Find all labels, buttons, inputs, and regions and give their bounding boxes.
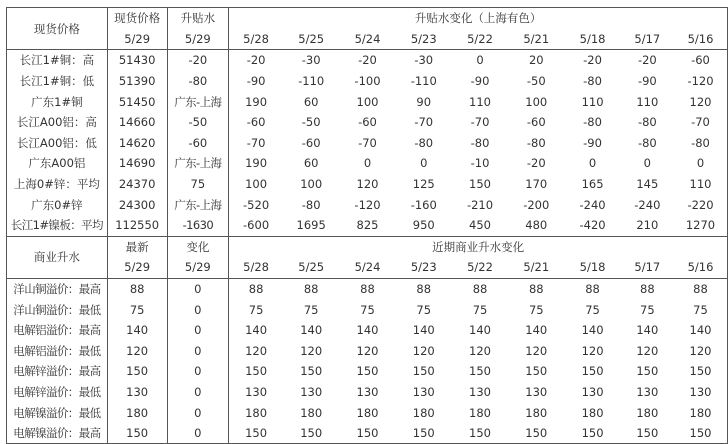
history-cell: 180	[525, 405, 548, 420]
premium-change-cell: 0	[643, 156, 651, 171]
premium-change-cell: 190	[245, 94, 268, 109]
latest-cell: 88	[107, 278, 167, 299]
row-label: 电解铝溢价：最低	[7, 341, 108, 362]
latest-cell: 120	[107, 341, 167, 362]
spot-change-date: 5/22	[452, 29, 508, 50]
history-cell: 130	[412, 384, 435, 399]
premium-cell: -60	[167, 133, 229, 154]
history-cell: 150	[356, 364, 379, 379]
premium-change-cell: 0	[420, 156, 428, 171]
history-cell: 140	[581, 323, 604, 338]
row-label: 电解镍溢价：最低	[7, 402, 108, 423]
premium-change-cell: -200	[523, 197, 550, 212]
history-cell: 88	[303, 282, 319, 297]
history-cell: 88	[640, 282, 655, 297]
premium-change-cell: -240	[634, 197, 661, 212]
premium-change-cell: 20	[528, 53, 544, 68]
spot-price-cell: 24300	[107, 194, 167, 215]
premium-cell: 75	[167, 174, 229, 195]
history-cell: 120	[469, 343, 491, 358]
latest-cell: 130	[107, 382, 167, 403]
premium-change-cell: 190	[245, 156, 268, 171]
change-header: 变化	[167, 236, 229, 257]
history-cell: 120	[245, 343, 268, 358]
premium-change-cell: -90	[246, 74, 266, 89]
history-cell: 150	[508, 423, 564, 444]
premium-change-cell: -240	[579, 197, 606, 212]
history-cell: 75	[248, 302, 264, 317]
premium-change-cell: 100	[356, 94, 379, 109]
spot-change-date: 5/16	[674, 29, 728, 50]
premium-change-cell: 120	[674, 91, 728, 112]
history-cell: 75	[528, 302, 544, 317]
premium-change-cell: -100	[354, 74, 381, 89]
premium-change-cell: 100	[245, 177, 268, 192]
premium-change-cell: -160	[410, 197, 437, 212]
row-label: 洋山铜溢价：最高	[7, 278, 108, 299]
change-cell: 0	[167, 341, 229, 362]
premium-change-title: 升贴水变化（上海有色）	[229, 8, 728, 29]
spot-date-row	[7, 29, 728, 50]
spot-row	[7, 133, 728, 154]
spot-premium-section	[7, 8, 728, 237]
premium-change-cell: 120	[356, 177, 379, 192]
premium-change-cell: -110	[410, 74, 437, 89]
premium-date: 5/29	[167, 29, 229, 50]
row-label: 上海0#锌：平均	[7, 174, 108, 195]
history-cell: 130	[300, 384, 323, 399]
commercial-row	[7, 278, 728, 299]
price-table	[6, 7, 728, 444]
premium-change-cell: -600	[229, 215, 283, 236]
history-cell: 140	[469, 323, 491, 338]
change-cell: 0	[167, 402, 229, 423]
commercial-history-date: 5/25	[283, 257, 339, 278]
history-cell: 150	[674, 361, 728, 382]
spot-price-cell: 51390	[107, 71, 167, 92]
premium-cell: -50	[167, 112, 229, 133]
row-label: 广东0#锌	[7, 194, 108, 215]
premium-change-cell: 450	[452, 215, 508, 236]
spot-change-date: 5/23	[396, 29, 452, 50]
history-cell: 140	[525, 323, 548, 338]
history-cell: 120	[674, 341, 728, 362]
premium-change-cell: 90	[416, 94, 432, 109]
premium-change-cell: -90	[637, 74, 657, 89]
premium-change-cell: 125	[412, 177, 435, 192]
premium-change-cell: -80	[674, 133, 728, 154]
spot-change-date: 5/28	[229, 29, 283, 50]
history-cell: 140	[674, 320, 728, 341]
premium-change-cell: -30	[414, 53, 434, 68]
premium-change-cell: -80	[637, 115, 657, 130]
history-cell: 150	[469, 364, 491, 379]
change-cell: 0	[167, 299, 229, 320]
premium-change-cell: -220	[674, 194, 728, 215]
history-cell: 150	[452, 423, 508, 444]
premium-change-cell: -90	[470, 74, 490, 89]
change-cell: 0	[167, 320, 229, 341]
history-cell: 88	[248, 282, 264, 297]
history-cell: 120	[356, 343, 379, 358]
premium-change-cell: -210	[466, 197, 494, 212]
history-cell: 130	[581, 384, 604, 399]
premium-change-cell: -20	[526, 156, 546, 171]
latest-cell: 150	[107, 361, 167, 382]
spot-row	[7, 91, 728, 112]
history-cell: 150	[525, 364, 548, 379]
latest-cell: 180	[107, 402, 167, 423]
history-cell: 88	[528, 282, 544, 297]
spot-price-date: 5/29	[107, 29, 167, 50]
premium-change-cell: 0	[363, 156, 372, 171]
commercial-history-date: 5/28	[229, 257, 283, 278]
premium-change-cell: -70	[358, 135, 377, 150]
premium-change-cell: -80	[637, 135, 657, 150]
premium-change-cell: -30	[301, 53, 321, 68]
commercial-history-date: 5/24	[339, 257, 395, 278]
latest-cell: 75	[107, 299, 167, 320]
history-cell: 130	[469, 384, 491, 399]
premium-change-cell: 150	[469, 177, 491, 192]
premium-change-cell: 100	[525, 94, 548, 109]
spot-price-cell: 14620	[107, 133, 167, 154]
premium-change-cell: -80	[301, 197, 321, 212]
history-cell: 150	[564, 423, 620, 444]
recent-change-title: 近期商业升水变化	[229, 236, 728, 257]
premium-change-cell: -80	[526, 135, 546, 150]
spot-price-cell: 24370	[107, 174, 167, 195]
history-cell: 180	[469, 405, 491, 420]
row-label: 电解铝溢价：最高	[7, 320, 108, 341]
premium-change-cell: 825	[339, 215, 395, 236]
premium-change-cell: 60	[303, 156, 319, 171]
commercial-premium-section	[7, 236, 728, 444]
premium-change-cell: -90	[583, 135, 602, 150]
premium-change-cell: -80	[583, 74, 602, 89]
history-cell: 75	[360, 302, 375, 317]
spot-row	[7, 215, 728, 236]
premium-change-cell: -80	[583, 115, 602, 130]
spot-header-row	[7, 8, 728, 29]
history-cell: 75	[416, 302, 432, 317]
history-cell: 120	[636, 343, 659, 358]
history-cell: 130	[356, 384, 379, 399]
commercial-row	[7, 299, 728, 320]
premium-change-cell: -20	[358, 53, 377, 68]
history-cell: 180	[674, 402, 728, 423]
history-cell: 150	[339, 423, 395, 444]
latest-header: 最新	[107, 236, 167, 257]
premium-change-cell: -20	[246, 53, 266, 68]
history-cell: 120	[412, 343, 435, 358]
commercial-history-date: 5/16	[674, 257, 728, 278]
premium-change-cell: 170	[525, 177, 548, 192]
commercial-corner-label: 商业升水	[7, 236, 108, 278]
history-cell: 120	[581, 343, 604, 358]
row-label: 长江1#镍板：平均	[7, 215, 108, 236]
commercial-history-date: 5/18	[564, 257, 620, 278]
row-label: 长江1#铜：低	[7, 71, 108, 92]
change-date: 5/29	[167, 257, 229, 278]
history-cell: 130	[636, 384, 659, 399]
premium-change-cell: 0	[588, 156, 597, 171]
history-cell: 180	[356, 405, 379, 420]
history-cell: 88	[360, 282, 375, 297]
row-label: 广东A00铝	[7, 153, 108, 174]
history-cell: 88	[585, 282, 600, 297]
spot-row	[7, 194, 728, 215]
history-cell: 130	[525, 384, 548, 399]
premium-change-cell: -420	[564, 215, 620, 236]
premium-change-cell: -50	[301, 115, 321, 130]
history-cell: 140	[245, 323, 268, 338]
premium-change-cell: -20	[583, 53, 602, 68]
premium-change-cell: 110	[469, 94, 491, 109]
latest-cell: 150	[107, 423, 167, 444]
history-cell: 150	[581, 364, 604, 379]
row-label: 洋山铜溢价：最低	[7, 299, 108, 320]
history-cell: 150	[412, 364, 435, 379]
premium-change-cell: -60	[246, 115, 266, 130]
history-cell: 150	[283, 423, 339, 444]
row-label: 广东1#铜	[7, 91, 108, 112]
premium-cell: 广东-上海	[167, 153, 229, 174]
change-cell: 0	[167, 423, 229, 444]
premium-change-cell: -80	[414, 135, 434, 150]
spot-row	[7, 153, 728, 174]
history-cell: 88	[416, 282, 432, 297]
premium-cell: -1630	[167, 215, 229, 236]
premium-change-cell: -60	[301, 135, 321, 150]
history-cell: 180	[412, 405, 435, 420]
history-cell: 88	[674, 278, 728, 299]
premium-change-cell: 0	[476, 53, 484, 68]
premium-change-cell: 950	[396, 215, 452, 236]
premium-change-cell: -20	[637, 53, 657, 68]
spot-change-date: 5/25	[283, 29, 339, 50]
latest-cell: 140	[107, 320, 167, 341]
change-cell: 0	[167, 382, 229, 403]
history-cell: 75	[303, 302, 319, 317]
commercial-row	[7, 341, 728, 362]
premium-change-cell: 110	[581, 94, 604, 109]
history-cell: 150	[229, 423, 283, 444]
spot-row	[7, 71, 728, 92]
commercial-header-row	[7, 236, 728, 257]
commercial-history-date: 5/17	[621, 257, 674, 278]
history-cell: 180	[245, 405, 268, 420]
history-cell: 120	[300, 343, 323, 358]
spot-price-cell: 51450	[107, 91, 167, 112]
spot-row	[7, 50, 728, 71]
history-cell: 140	[636, 323, 659, 338]
commercial-row	[7, 361, 728, 382]
premium-change-cell: 1695	[283, 215, 339, 236]
commercial-row	[7, 423, 728, 444]
history-cell: 150	[636, 364, 659, 379]
premium-cell: 广东-上海	[167, 91, 229, 112]
spot-change-date: 5/21	[508, 29, 564, 50]
premium-change-cell: -50	[526, 74, 546, 89]
spot-price-cell: 14660	[107, 112, 167, 133]
premium-change-cell: -10	[470, 156, 490, 171]
premium-change-cell: -70	[470, 115, 490, 130]
row-label: 长江A00铝：高	[7, 112, 108, 133]
premium-change-cell: -520	[243, 197, 270, 212]
history-cell: 130	[245, 384, 268, 399]
premium-change-cell: 110	[674, 174, 728, 195]
row-label: 长江A00铝：低	[7, 133, 108, 154]
premium-change-cell: -120	[354, 197, 381, 212]
premium-cell: -20	[167, 50, 229, 71]
premium-change-cell: -70	[246, 135, 266, 150]
row-label: 电解锌溢价：最低	[7, 382, 108, 403]
history-cell: 88	[472, 282, 488, 297]
premium-change-cell: 60	[303, 94, 319, 109]
row-label: 长江1#铜：高	[7, 50, 108, 71]
premium-change-cell: -60	[526, 115, 546, 130]
history-cell: 150	[300, 364, 323, 379]
commercial-row	[7, 402, 728, 423]
premium-change-cell: 210	[621, 215, 674, 236]
latest-date: 5/29	[107, 257, 167, 278]
premium-change-cell: -120	[674, 71, 728, 92]
commercial-row	[7, 382, 728, 403]
premium-change-cell: 165	[581, 177, 604, 192]
premium-change-cell: 1270	[674, 215, 728, 236]
spot-corner-label: 现货价格	[7, 8, 108, 50]
premium-cell: -80	[167, 71, 229, 92]
history-cell: 140	[300, 323, 323, 338]
commercial-history-date: 5/23	[396, 257, 452, 278]
commercial-history-date: 5/22	[452, 257, 508, 278]
commercial-date-row	[7, 257, 728, 278]
spot-change-date: 5/17	[621, 29, 674, 50]
spot-price-cell: 112550	[107, 215, 167, 236]
history-cell: 180	[636, 405, 659, 420]
row-label: 电解镍溢价：最高	[7, 423, 108, 444]
history-cell: 180	[300, 405, 323, 420]
history-cell: 150	[396, 423, 452, 444]
premium-change-cell: -80	[470, 135, 490, 150]
history-cell: 75	[472, 302, 488, 317]
premium-change-cell: -110	[298, 74, 325, 89]
commercial-row	[7, 320, 728, 341]
history-cell: 150	[621, 423, 674, 444]
premium-change-cell: 110	[636, 94, 659, 109]
history-cell: 75	[640, 302, 655, 317]
premium-change-cell: 145	[636, 177, 659, 192]
change-cell: 0	[167, 278, 229, 299]
history-cell: 150	[674, 423, 728, 444]
premium-change-cell: -60	[674, 50, 728, 71]
history-cell: 140	[356, 323, 379, 338]
premium-change-cell: 480	[508, 215, 564, 236]
spot-price-cell: 14690	[107, 153, 167, 174]
premium-change-cell: 0	[674, 153, 728, 174]
history-cell: 75	[674, 299, 728, 320]
history-cell: 120	[525, 343, 548, 358]
history-cell: 150	[245, 364, 268, 379]
spot-change-date: 5/24	[339, 29, 395, 50]
premium-header: 升贴水	[167, 8, 229, 29]
change-cell: 0	[167, 361, 229, 382]
premium-change-cell: -60	[358, 115, 377, 130]
premium-change-cell: 100	[300, 177, 323, 192]
spot-price-cell: 51430	[107, 50, 167, 71]
commercial-history-date: 5/21	[508, 257, 564, 278]
spot-change-date: 5/18	[564, 29, 620, 50]
history-cell: 180	[581, 405, 604, 420]
premium-cell: 广东-上海	[167, 194, 229, 215]
spot-price-header: 现货价格	[107, 8, 167, 29]
history-cell: 140	[412, 323, 435, 338]
spot-row	[7, 174, 728, 195]
row-label: 电解锌溢价：最高	[7, 361, 108, 382]
history-cell: 75	[585, 302, 600, 317]
history-cell: 130	[674, 382, 728, 403]
premium-change-cell: -70	[674, 112, 728, 133]
premium-change-cell: -70	[414, 115, 434, 130]
spot-row	[7, 112, 728, 133]
